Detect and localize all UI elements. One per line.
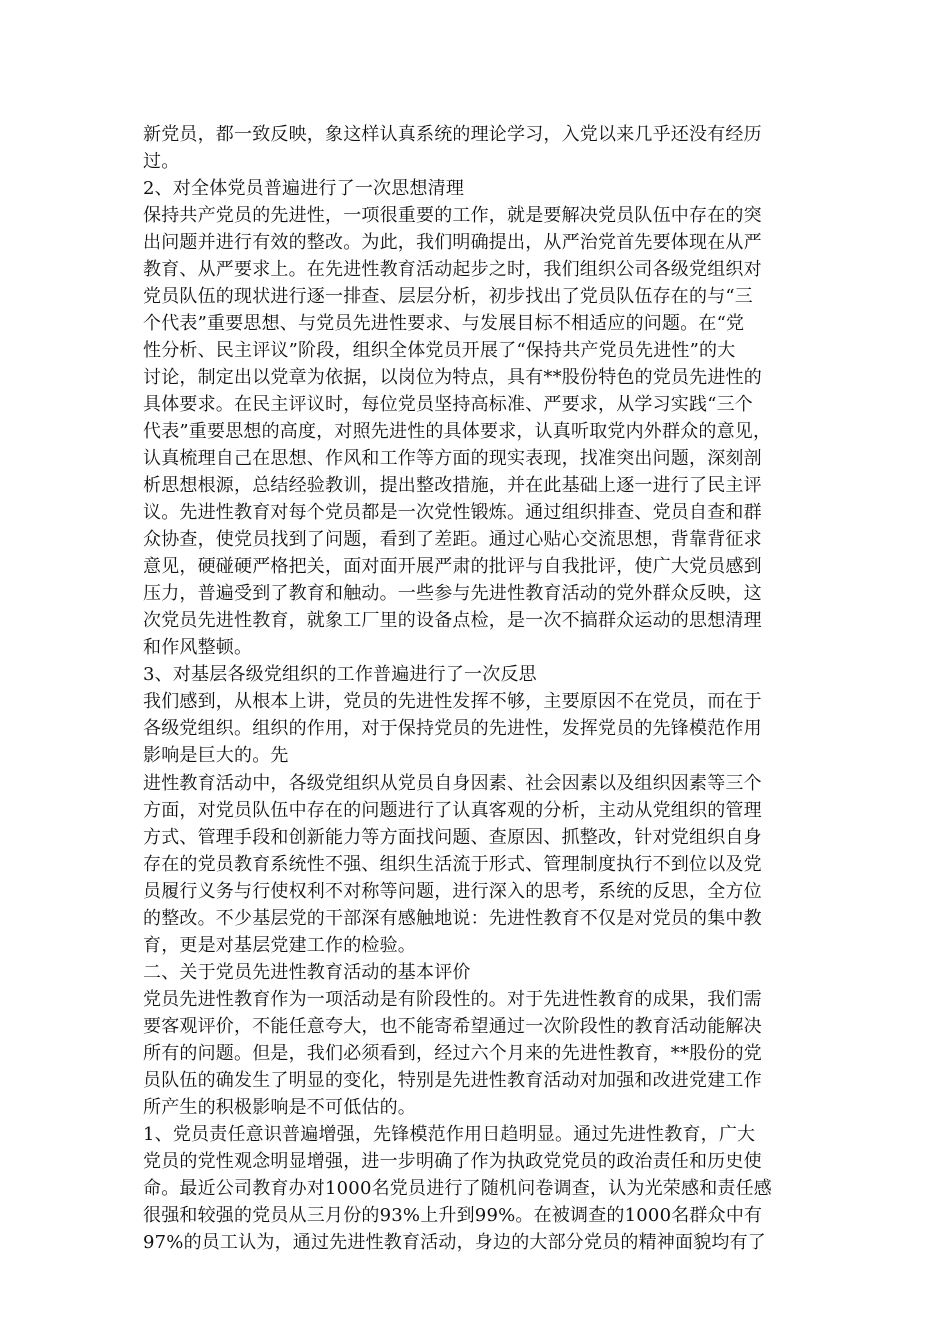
text-line: 所产生的积极影响是不可低估的。 — [143, 1097, 416, 1118]
text-line: 很强和较强的党员从三月份的93%上升到99%。在被调查的1000名群众中有 — [143, 1205, 763, 1226]
text-line: 影响是巨大的。先 — [143, 745, 289, 766]
text-line: 出问题并进行有效的整改。为此，我们明确提出，从严治党首先要体现在从严 — [143, 232, 762, 253]
text-block-upper — [143, 121, 808, 769]
text-line: 新党员，都一致反映，象这样认真系统的理论学习，入党以来几乎还没有经历 — [143, 124, 762, 145]
text-line: 和作风整顿。 — [143, 637, 253, 658]
text-line: 员履行义务与行使权利不对称等问题，进行深入的思考，系统的反思，全方位 — [143, 881, 762, 902]
text-line: 的整改。不少基层党的干部深有感触地说：先进性教育不仅是对党员的集中教 — [143, 908, 762, 929]
text-line: 方面，对党员队伍中存在的问题进行了认真客观的分析，主动从党组织的管理 — [143, 800, 762, 821]
text-line: 析思想根源，总结经验教训，提出整改措施，并在此基础上逐一进行了民主评 — [143, 475, 762, 496]
text-block-lower — [143, 770, 808, 1256]
text-line: 教育、从严要求上。在先进性教育活动起步之时，我们组织公司各级党组织对 — [143, 259, 762, 280]
text-line: 97%的员工认为，通过先进性教育活动，身边的大部分党员的精神面貌均有了 — [143, 1232, 767, 1253]
text-line: 过。 — [143, 151, 180, 172]
text-line: 所有的问题。但是，我们必须看到，经过六个月来的先进性教育，**股份的党 — [143, 1043, 762, 1064]
text-line: 党员的党性观念明显增强，进一步明确了作为执政党党员的政治责任和历史使 — [143, 1151, 762, 1172]
text-line: 育，更是对基层党建工作的检验。 — [143, 935, 416, 956]
text-line: 2、对全体党员普遍进行了一次思想清理 — [143, 178, 465, 199]
text-line: 意见，硬碰硬严格把关，面对面开展严肃的批评与自我批评，使广大党员感到 — [143, 556, 762, 577]
text-line: 保持共产党员的先进性，一项很重要的工作，就是要解决党员队伍中存在的突 — [143, 205, 762, 226]
text-line: 二、关于党员先进性教育活动的基本评价 — [143, 962, 471, 983]
text-line: 代表”重要思想的高度，对照先进性的具体要求，认真听取党内外群众的意见， — [143, 421, 772, 442]
text-line: 具体要求。在民主评议时，每位党员坚持高标准、严要求，从学习实践“三个 — [143, 394, 753, 415]
text-line: 个代表”重要思想、与党员先进性要求、与发展目标不相适应的问题。在“党 — [143, 313, 745, 334]
text-line: 各级党组织。组织的作用，对于保持党员的先进性，发挥党员的先锋模范作用 — [143, 718, 762, 739]
text-line: 我们感到，从根本上讲，党员的先进性发挥不够，主要原因不在党员，而在于 — [143, 691, 762, 712]
text-line: 党员队伍的现状进行逐一排查、层层分析，初步找出了党员队伍存在的与“三 — [143, 286, 753, 307]
text-line: 讨论，制定出以党章为依据，以岗位为特点，具有**股份特色的党员先进性的 — [143, 367, 762, 388]
text-line: 要客观评价，不能任意夸大，也不能寄希望通过一次阶段性的教育活动能解决 — [143, 1016, 762, 1037]
text-line: 方式、管理手段和创新能力等方面找问题、查原因、抓整改，针对党组织自身 — [143, 827, 762, 848]
text-line: 认真梳理自己在思想、作风和工作等方面的现实表现，找准突出问题，深刻剖 — [143, 448, 762, 469]
text-line: 压力，普遍受到了教育和触动。一些参与先进性教育活动的党外群众反映，这 — [143, 583, 762, 604]
text-line: 性分析、民主评议”阶段，组织全体党员开展了“保持共产党员先进性”的大 — [143, 340, 736, 361]
text-line: 1、党员责任意识普遍增强，先锋模范作用日趋明显。通过先进性教育，广大 — [143, 1124, 756, 1145]
text-line: 3、对基层各级党组织的工作普遍进行了一次反思 — [143, 664, 537, 685]
text-line: 党员先进性教育作为一项活动是有阶段性的。对于先进性教育的成果，我们需 — [143, 989, 762, 1010]
text-line: 员队伍的确发生了明显的变化，特别是先进性教育活动对加强和改进党建工作 — [143, 1070, 762, 1091]
text-line: 次党员先进性教育，就象工厂里的设备点检，是一次不搞群众运动的思想清理 — [143, 610, 762, 631]
text-line: 议。先进性教育对每个党员都是一次党性锻炼。通过组织排查、党员自查和群 — [143, 502, 762, 523]
text-line: 命。最近公司教育办对1000名党员进行了随机问卷调查，认为光荣感和责任感 — [143, 1178, 773, 1199]
text-line: 进性教育活动中，各级党组织从党员自身因素、社会因素以及组织因素等三个 — [143, 773, 762, 794]
text-line: 众协查，使党员找到了问题，看到了差距。通过心贴心交流思想，背靠背征求 — [143, 529, 762, 550]
text-line: 存在的党员教育系统性不强、组织生活流于形式、管理制度执行不到位以及党 — [143, 854, 762, 875]
